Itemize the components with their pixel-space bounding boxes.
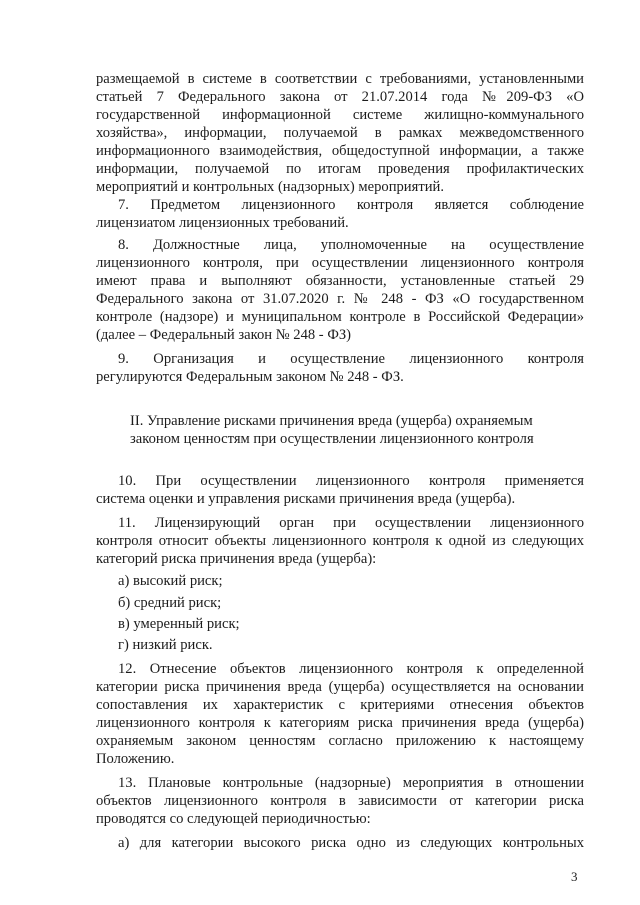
- text-line: лицензиатом лицензионных требований.: [96, 215, 349, 231]
- text-line: 12. Отнесение объектов лицензионного контроля к определенной: [118, 661, 584, 677]
- text-line: Федерального закона от 31.07.2020 г. № 248 - ФЗ «О государственном: [96, 291, 584, 307]
- text-line: 13. Плановые контрольные (надзорные) мероприятия в отношении: [118, 775, 584, 791]
- text-line: 7. Предметом лицензионного контроля является соблюдение: [118, 197, 584, 213]
- text-line: размещаемой в системе в соответствии с требованиями, установленными: [96, 71, 584, 87]
- text-line: контроля относит объекты лицензионного контроля к одной из следующих: [96, 533, 584, 549]
- text-line: имеют права и выполняют обязанности, установленные статьей 29: [96, 273, 584, 289]
- text-line: 8. Должностные лица, уполномоченные на осуществление: [118, 237, 584, 253]
- text-line: охраняемым законом ценностям согласно приложению к настоящему: [96, 733, 584, 749]
- text-line: хозяйства», информации, получаемой в рамках межведомственного: [96, 125, 584, 141]
- text-line: лицензионного контроля, при осуществлении лицензионного контроля: [96, 255, 584, 271]
- text-line: контроле (надзоре) и муниципальном контроле в Российской Федерации»: [96, 309, 584, 325]
- text-line: регулируются Федеральным законом № 248 - ФЗ.: [96, 369, 404, 385]
- list-item: г) низкий риск.: [118, 637, 213, 653]
- text-line: мероприятий и контрольных (надзорных) мероприятий.: [96, 179, 444, 195]
- text-line: 9. Организация и осуществление лицензионного контроля: [118, 351, 584, 367]
- text-line: категории риска причинения вреда (ущерба) осуществляется на основании: [96, 679, 584, 695]
- text-line: объектов лицензионного контроля в зависимости от категории риска: [96, 793, 584, 809]
- text-line: лицензионного контроля к категориям риска причинения вреда (ущерба): [96, 715, 584, 731]
- list-item: в) умеренный риск;: [118, 616, 240, 632]
- text-line: государственной информационной системе жилищно-коммунального: [96, 107, 584, 123]
- text-line: категорий риска причинения вреда (ущерба):: [96, 551, 377, 567]
- text-line: информационного взаимодействия, общедоступной информации, а также: [96, 143, 584, 159]
- list-item: а) высокий риск;: [118, 573, 223, 589]
- section-heading: законом ценностям при осуществлении лицензионного контроля: [130, 431, 534, 447]
- text-line: проводятся со следующей периодичностью:: [96, 811, 371, 827]
- text-line: 10. При осуществлении лицензионного контроля применяется: [118, 473, 584, 489]
- section-heading: II. Управление рисками причинения вреда (ущерба) охраняемым: [130, 413, 533, 429]
- text-line: статьей 7 Федерального закона от 21.07.2014 года №209-ФЗ «О: [96, 89, 584, 105]
- text-line: система оценки и управления рисками причинения вреда (ущерба).: [96, 491, 516, 507]
- text-line: а) для категории высокого риска одно из следующих контрольных: [118, 835, 584, 851]
- text-line: (далее – Федеральный закон № 248 - ФЗ): [96, 327, 352, 343]
- text-line: 11. Лицензирующий орган при осуществлении лицензионного: [118, 515, 584, 531]
- page-number: 3: [571, 869, 578, 884]
- text-line: информации, получаемой по итогам проведения профилактических: [96, 161, 584, 177]
- list-item: б) средний риск;: [118, 595, 222, 611]
- text-line: Положению.: [96, 751, 175, 767]
- text-line: сопоставления их характеристик с критериями отнесения объектов: [96, 697, 584, 713]
